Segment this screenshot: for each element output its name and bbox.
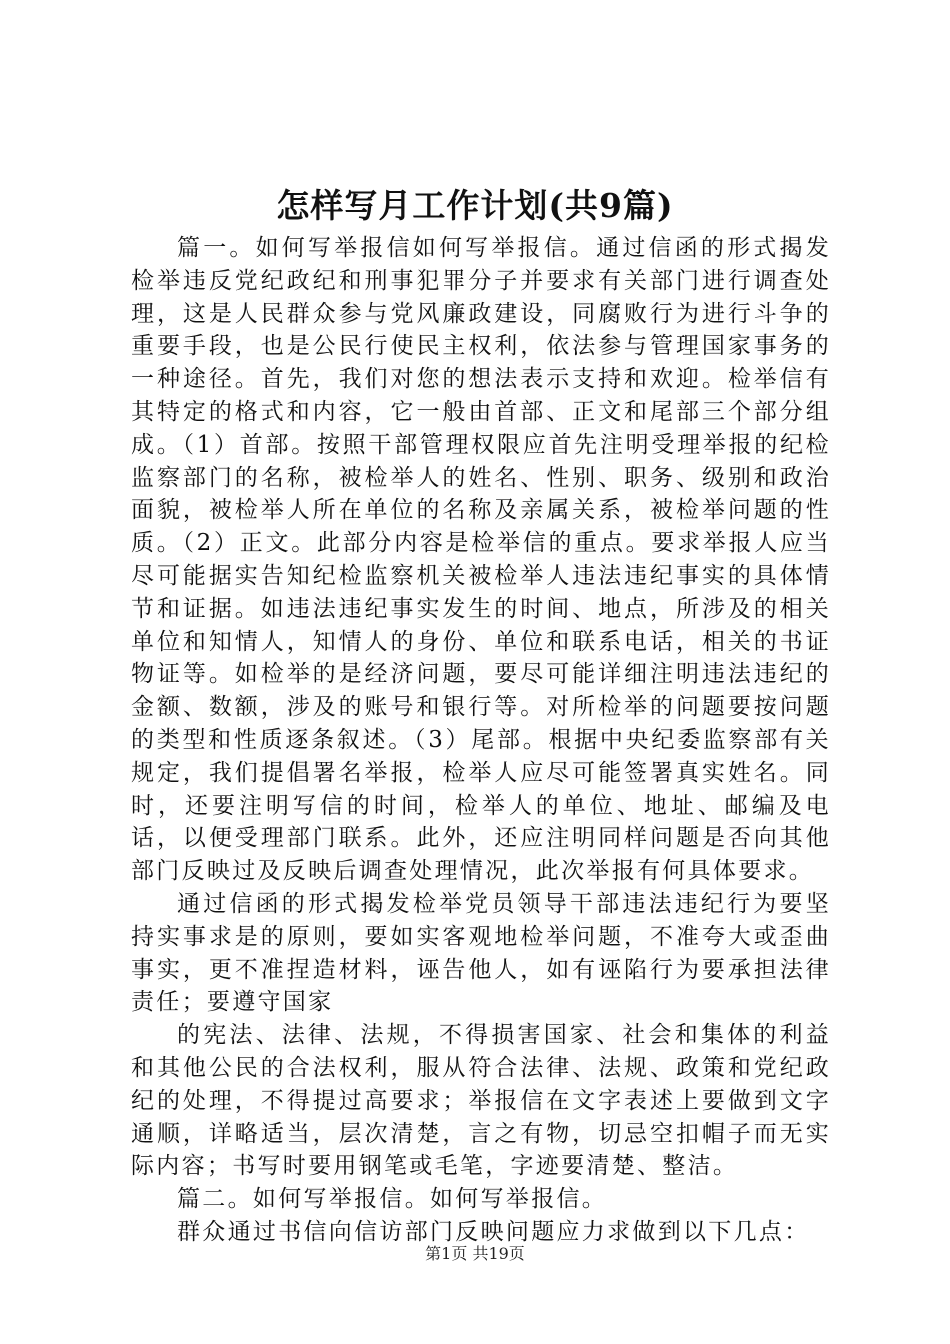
- page-footer: 第1页 共19页: [425, 1244, 525, 1263]
- paragraph: 的宪法、法律、法规，不得损害国家、社会和集体的利益和其他公民的合法权利，服从符合法律、法规、政策和党纪政纪的处理，不得提过高要求；举报信在文字表述上要做到文字通顺，详略适当，层次清楚，言之有物，切忌空扣帽子而无实际内容；书写时要用钢笔或毛笔，字迹要清楚、整洁。: [131, 1022, 831, 1180]
- document-body: [131, 232, 831, 1249]
- document-title: 怎样写月工作计划(共9篇): [276, 186, 674, 225]
- paragraph: 篇一。如何写举报信如何写举报信。通过信函的形式揭发检举违反党纪政纪和刑事犯罪分子并要求有关部门进行调查处理，这是人民群众参与党风廉政建设，同腐败行为进行斗争的重要手段，也是公民行使民主权利，依法参与管理国家事务的一种途径。首先，我们对您的想法表示支持和欢迎。检举信有其特定的格式和内容，它一般由首部、正文和尾部三个部分组成。（1）首部。按照干部管理权限应首先注明受理举报的纪检监察部门的名称，被检举人的姓名、性别、职务、级别和政治面貌，被检举人所在单位的名称及亲属关系，被检举问题的性质。（2）正文。此部分内容是检举信的重点。要求举报人应当尽可能据实告知纪检监察机关被检举人违法违纪事实的具体情节和证据。如违法违纪事实发生的时间、地点，所涉及的相关单位和知情人，知情人的身份、单位和联系电话，相关的书证物证等。如检举的是经济问题，要尽可能详细注明违法违纪的金额、数额，涉及的账号和银行等。对所检举的问题要按问题的类型和性质逐条叙述。（3）尾部。根据中央纪委监察部有关规定，我们提倡署名举报，检举人应尽可能签署真实姓名。同时，还要注明写信的时间，检举人的单位、地址、邮编及电话，以便受理部门联系。此外，还应注明同样问题是否向其他部门反映过及反映后调查处理情况，此次举报有何具体要求。: [131, 235, 831, 885]
- paragraph: 群众通过书信向信访部门反映问题应力求做到以下几点：: [177, 1218, 810, 1245]
- paragraph: 通过信函的形式揭发检举党员领导干部违法违纪行为要坚持实事求是的原则，要如实客观地检举问题，不准夸大或歪曲事实，更不准捏造材料，诬告他人，如有诬陷行为要承担法律责任；要遵守国家: [131, 890, 831, 1016]
- paragraph: 篇二。如何写举报信。如何写举报信。: [177, 1186, 608, 1213]
